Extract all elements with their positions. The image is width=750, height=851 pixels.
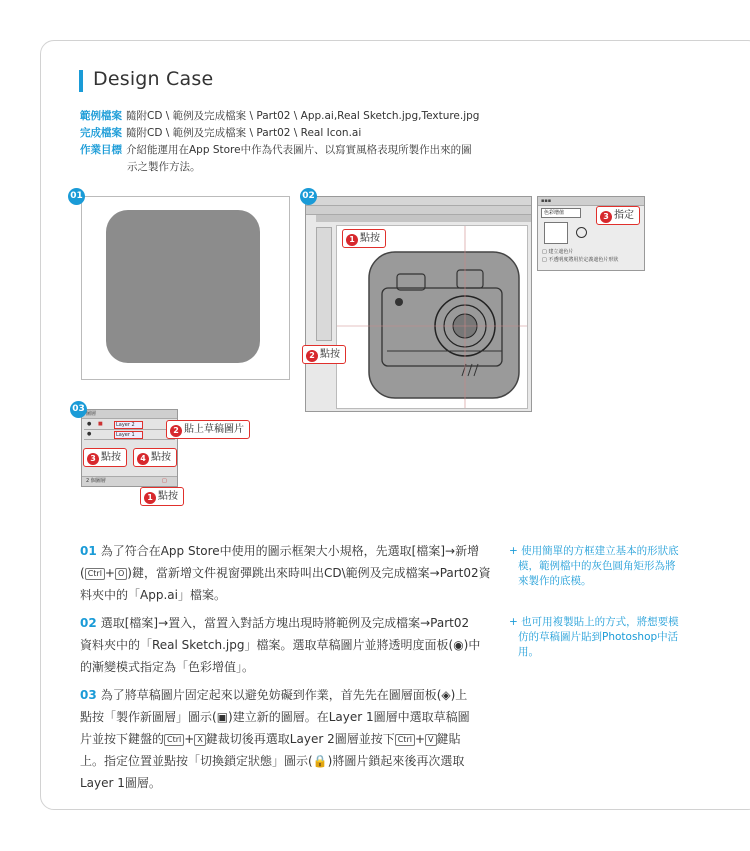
- callout-paste-sketch: 2 貼上草稿圖片: [166, 420, 250, 439]
- panel-header: ▪▪▪: [538, 197, 644, 206]
- blend-mode-select[interactable]: 色彩增值: [541, 208, 581, 218]
- key-ctrl: Ctrl: [395, 734, 415, 746]
- meta-objective: 作業目標 介紹能運用在App Store中作為代表圖片、以寫實風格表現所製作出來的圖 示之製作方法。: [80, 144, 472, 173]
- layer-1-name: Layer 1: [114, 431, 143, 439]
- layers-panel-header: 圖層: [82, 410, 177, 419]
- meta-sample-files: 範例檔案 隨附CD \ 範例及完成檔案 \ Part02 \ App.ai,Real Sketch.jpg,Texture.jpg: [80, 110, 480, 122]
- figure-2-illustrator-window: [305, 196, 532, 412]
- new-layer-icon: ▣: [216, 710, 229, 724]
- key-ctrl: Ctrl: [85, 568, 105, 580]
- key-x: X: [194, 734, 205, 746]
- meta-finished-files: 完成檔案 隨附CD \ 範例及完成檔案 \ Part02 \ Real Icon.ai: [80, 127, 362, 139]
- camera-sketch-icon: [337, 226, 527, 408]
- document-tabs: [316, 215, 531, 222]
- callout-click-tool: 1 點按: [342, 229, 386, 248]
- eye-icon[interactable]: ●: [87, 421, 92, 427]
- option-clip[interactable]: □ 建立遮色片: [542, 249, 574, 255]
- key-v: V: [425, 734, 436, 746]
- callout-click-lock: 3 點按: [83, 448, 127, 467]
- callout-click-layer: 4 點按: [133, 448, 177, 467]
- figure-badge-03: 03: [70, 401, 87, 418]
- tip-note-1: + 使用簡單的方框建立基本的形狀底模，範例檔中的灰色圓角矩形為將來製作的底模。: [509, 545, 679, 587]
- layer-row-2[interactable]: [84, 420, 175, 430]
- gray-rounded-square: [106, 210, 260, 363]
- key-ctrl: Ctrl: [164, 734, 184, 746]
- figure-1-rounded-rect: [81, 196, 290, 380]
- eye-icon[interactable]: ●: [87, 431, 92, 437]
- layer-thumbnail: [544, 222, 568, 244]
- step-02: 02 選取[檔案]→置入，當置入對話方塊出現時將範例及完成檔案→Part02 資料夾中的「Real Sketch.jpg」檔案。選取草稿圖片並將透明度面板(◉)中 的漸變模式指定為「色彩增值」。: [80, 616, 481, 674]
- lock-icon: 🔒: [312, 754, 328, 768]
- option-opacity-mask[interactable]: □ 不透明度將用於定義遮色片形狀: [542, 257, 619, 263]
- menu-bar: [306, 197, 531, 206]
- layers-footer: 2 個圖層 □: [82, 476, 177, 486]
- step-01: 01 為了符合在App Store中使用的圖示框架大小規格，先選取[檔案]→新增 ( Ctrl + O )鍵，當新增文件視窗彈跳出來時叫出CD\範例及完成檔案→Part02資 料夾中的「App.ai」檔案。: [80, 544, 491, 602]
- layer-row-1[interactable]: [84, 430, 175, 440]
- layers-panel-icon: ◈: [441, 688, 451, 702]
- callout-specify-blend: 3 指定: [596, 206, 640, 225]
- callout-click-color: 2 點按: [302, 345, 346, 364]
- tip-note-2: + 也可用複製貼上的方式，將想要模仿的草稿圖片貼到Photoshop中活用。: [509, 616, 679, 658]
- control-bar: [306, 206, 531, 215]
- tools-panel[interactable]: [316, 227, 332, 341]
- page-title: Design Case: [93, 68, 214, 90]
- key-o: O: [115, 568, 127, 580]
- figure-badge-01: 01: [68, 188, 85, 205]
- no-mask-icon: [576, 227, 587, 238]
- figure-badge-02: 02: [300, 188, 317, 205]
- transparency-icon: ◉: [453, 638, 464, 652]
- artboard: [336, 225, 528, 409]
- title-accent-bar: [79, 70, 83, 92]
- step-03: 03 為了將草稿圖片固定起來以避免妨礙到作業，首先先在圖層面板(◈)上 點按「製作新圖層」圖示(▣)建立新的圖層。在Layer 1圖層中選取草稿圖 片並按下鍵盤的 Ctrl + X 鍵裁切後再選取Layer 2圖層並按下 Ctrl + V 鍵貼 上。指定位置並點按「切換鎖定狀態」圖示(🔒)將圖片鎖起來後再次選取 Layer 1圖層。: [80, 688, 470, 790]
- callout-click-new-layer: 1 點按: [140, 487, 184, 506]
- layer-2-name: Layer 2: [114, 421, 143, 429]
- lock-icon[interactable]: ■: [98, 421, 103, 427]
- new-layer-icon[interactable]: □: [162, 478, 167, 484]
